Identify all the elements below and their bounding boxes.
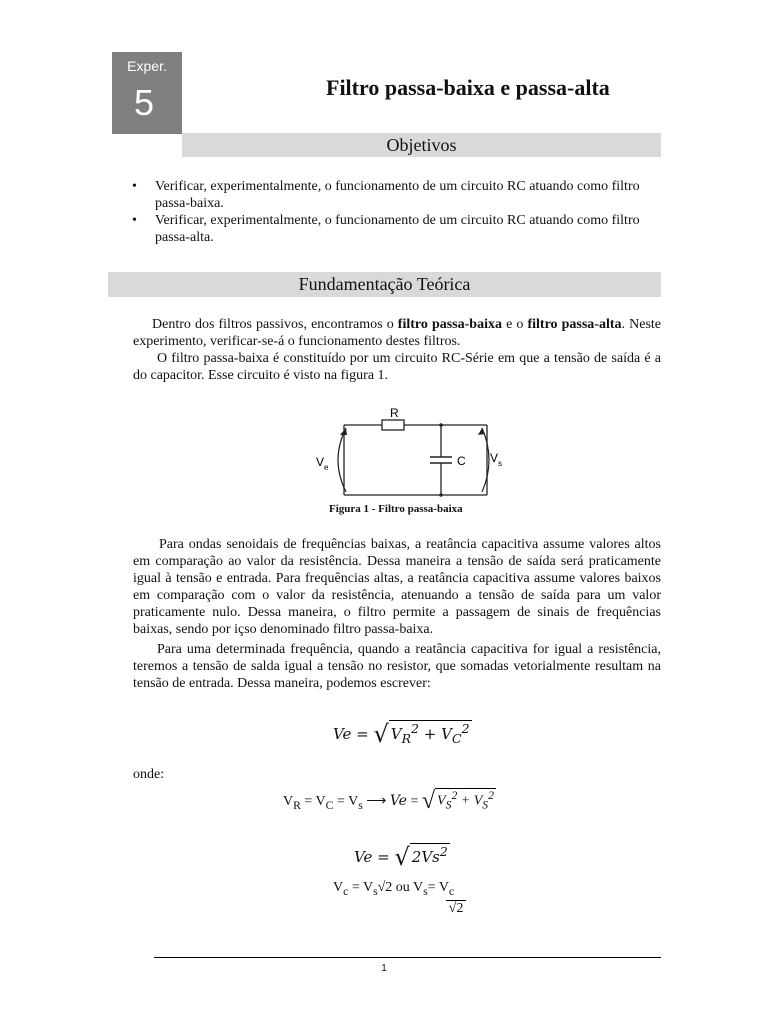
- vs-arrow: [482, 428, 489, 492]
- experiment-label: Exper.: [127, 58, 167, 74]
- equation-equal-voltages: $V_R = V_C = V_s$ ⟶ Ve = √ $V_S^2 + V_S^2$: [283, 788, 494, 814]
- paragraph-equal-reactance: Para uma determinada frequência, quando a reatância capacitiva for igual a resistência, teremos a tensão de salda igual a tensão no resistor, que somadas vetorialmente resultam na tensão de entrada. Dessa maneira, podemos escrever:: [133, 642, 661, 691]
- equation-vc-vs: $V_c = V_s√2$ ou $V_s= V_c$: [333, 880, 455, 898]
- paragraph-intro: Dentro dos filtros passivos, encontramos o filtro passa-baixa e o filtro passa-alta. Neste experimento, verificar-se-á o funcionamento destes filtros.: [133, 317, 661, 349]
- resistor-label: R: [390, 406, 399, 420]
- experiment-number: 5: [134, 82, 155, 123]
- vs-label: $V_s$: [490, 451, 503, 468]
- equation-ve-2vs: Ve = √ 2Vs$^2$: [354, 843, 448, 871]
- capacitor-label: C: [457, 454, 466, 468]
- experiment-badge: [112, 52, 182, 134]
- ve-arrow: [338, 428, 346, 492]
- objetivos-list: [132, 178, 662, 246]
- resistor-symbol: [382, 420, 404, 430]
- footer-divider: [154, 957, 661, 958]
- rc-circuit-diagram: [300, 400, 503, 500]
- document-title: Filtro passa-baixa e passa-alta: [326, 75, 610, 100]
- fundamentacao-heading: Fundamentação Teórica: [108, 272, 661, 297]
- figure-caption: Figura 1 - Filtro passa-baixa: [329, 503, 463, 515]
- equation-denominator: √2: [446, 900, 466, 917]
- onde-label: onde:: [133, 767, 165, 782]
- ve-label: $V_e$: [316, 455, 329, 472]
- list-item: • Verificar, experimentalmente, o funcionamento de um circuito RC atuando como filtro passa-baixa.: [132, 178, 662, 212]
- list-item: • Verificar, experimentalmente, o funcionamento de um circuito RC atuando como filtro passa-alta.: [132, 212, 662, 246]
- page-number: 1: [381, 963, 387, 974]
- objetivos-heading: Objetivos: [182, 133, 661, 157]
- paragraph-low-freq: Para ondas senoidais de frequências baixas, a reatância capacitiva assume valores altos em comparação ao valor da resistência. Dessa maneira a tensão de saída será praticamente igual à tensão e entrada. Para frequências altas, a reatância capacitiva assume valores baixos em comparação com o valor da resistência, atenuando a tensão de saída para um valor praticamente nulo. Dessa maneira, o filtro permite a passagem de sinais de frequências baixas, sendo por içso denominado filtro passa-baixa.: [133, 537, 661, 637]
- paragraph-rc-serie: O filtro passa-baixa é constituído por um circuito RC-Série em que a tensão de saída é a do capacitor. Esse circuito é visto na figura 1.: [133, 351, 661, 383]
- equation-ve-vr-vc: Ve = √ $V_R^2 + V_C^2$: [333, 720, 470, 748]
